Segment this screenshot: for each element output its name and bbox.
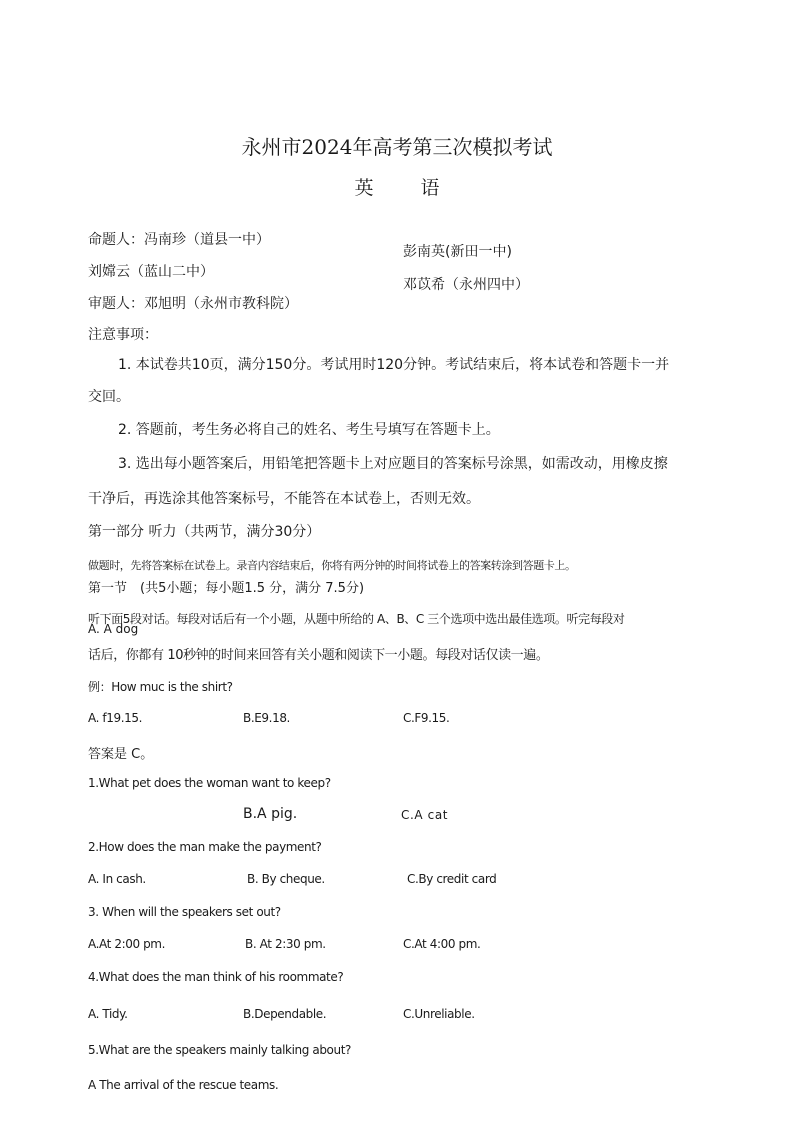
- stray-option-text: A. A dog: [88, 622, 139, 636]
- question-5-option-a: A The arrival of the rescue teams.: [88, 1078, 279, 1092]
- question-2-option-c: C.By credit card: [407, 872, 497, 886]
- section-1-instruction-line-1: 听下面5段对话。每段对话后有一个小题，从题中所给的 A、B、C 三个选项中选出最佳选项。听完每段对: [88, 612, 625, 626]
- part-1-instruction: 做题时，先将答案标在试卷上。录音内容结束后，你将有两分钟的时间将试卷上的答案转涂到答题卡上。: [88, 559, 576, 572]
- example-option-a: A. f19.15.: [88, 711, 143, 725]
- question-2-option-a: A. In cash.: [88, 872, 146, 886]
- note-1-line-1: 1. 本试卷共10页，满分150分。考试用时120分钟。考试结束后，将本试卷和答题卡一并: [118, 357, 670, 373]
- question-1-option-c: C.A cat: [401, 808, 449, 822]
- question-1: 1.What pet does the woman want to keep?: [88, 776, 331, 790]
- example-question: 例：How muc is the shirt?: [88, 680, 233, 694]
- question-3-option-a: A.At 2:00 pm.: [88, 937, 166, 951]
- note-3-line-2: 干净后，再选涂其他答案标号，不能答在本试卷上，否则无效。: [88, 491, 480, 507]
- question-4: 4.What does the man think of his roommate?: [88, 970, 344, 984]
- question-4-option-b: B.Dependable.: [243, 1007, 327, 1021]
- part-1-heading: 第一部分 听力（共两节，满分30分）: [88, 524, 321, 540]
- question-2-option-b: B. By cheque.: [247, 872, 325, 886]
- section-1-heading: 第一节 (共5小题；每小题1.5 分，满分 7.5分): [88, 581, 365, 596]
- author-reviewer: 审题人：邓旭明（永州市教科院）: [88, 296, 298, 312]
- note-1-line-2: 交回。: [88, 389, 130, 405]
- section-1-instruction-line-2: 话后，你都有 10秒钟的时间来回答有关小题和阅读下一小题。每段对话仅读一遍。: [88, 648, 549, 663]
- example-answer: 答案是 C。: [88, 747, 154, 762]
- note-2: 2. 答题前，考生务必将自己的姓名、考生号填写在答题卡上。: [118, 422, 500, 438]
- question-2: 2.How does the man make the payment?: [88, 840, 322, 854]
- example-option-c: C.F9.15.: [403, 711, 450, 725]
- exam-title: 永州市2024年高考第三次模拟考试: [241, 135, 553, 159]
- question-3: 3. When will the speakers set out?: [88, 905, 281, 919]
- author-proposer: 命题人：冯南珍（道县一中）: [88, 232, 270, 248]
- notes-heading: 注意事项：: [88, 327, 158, 343]
- question-1-option-b: B.A pig.: [243, 806, 298, 822]
- question-5: 5.What are the speakers mainly talking about?: [88, 1043, 351, 1057]
- question-4-option-a: A. Tidy.: [88, 1007, 128, 1021]
- subject-title: 英 语: [354, 177, 454, 199]
- author-right-1: 彭南英(新田一中): [403, 244, 512, 260]
- question-3-option-c: C.At 4:00 pm.: [403, 937, 481, 951]
- author-proposer-2: 刘嫦云（蓝山二中）: [88, 264, 214, 280]
- author-right-2: 邓苡希（永州四中）: [403, 277, 529, 293]
- example-option-b: B.E9.18.: [243, 711, 290, 725]
- note-3-line-1: 3. 选出每小题答案后，用铅笔把答题卡上对应题目的答案标号涂黑，如需改动，用橡皮擦: [118, 456, 668, 472]
- question-4-option-c: C.Unreliable.: [403, 1007, 475, 1021]
- question-3-option-b: B. At 2:30 pm.: [245, 937, 326, 951]
